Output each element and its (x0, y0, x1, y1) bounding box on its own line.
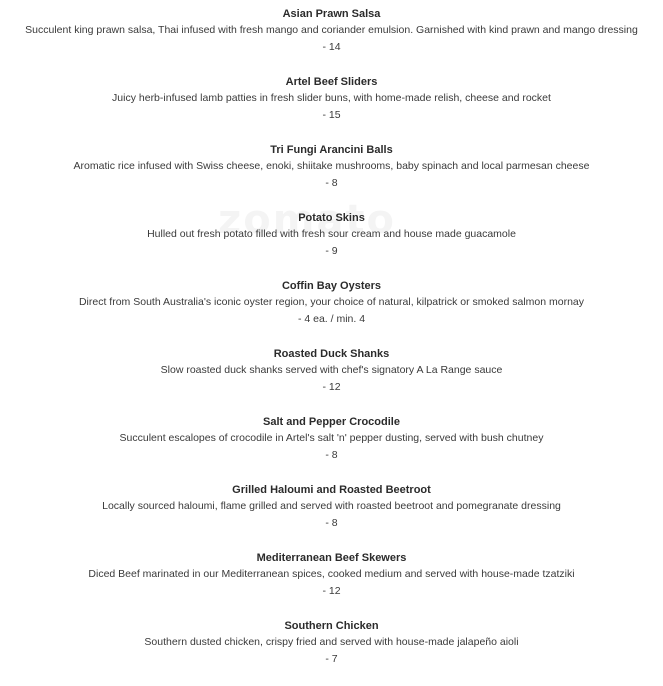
item-description: Succulent escalopes of crocodile in Artel's salt 'n' pepper dusting, served with bush chutney (119, 432, 544, 444)
item-description: Locally sourced haloumi, flame grilled and served with roasted beetroot and pomegranate dressing (102, 500, 561, 512)
item-description: Hulled out fresh potato filled with fresh sour cream and house made guacamole (147, 228, 516, 240)
item-price: - 8 (325, 517, 338, 529)
item-name: Asian Prawn Salsa (282, 8, 381, 20)
menu-item (0, 210, 663, 278)
item-name: Potato Skins (298, 212, 365, 224)
item-name: Roasted Duck Shanks (273, 348, 390, 360)
item-description: Direct from South Australia's iconic oyster region, your choice of natural, kilpatrick or smoked salmon mornay (78, 296, 585, 308)
item-price: - 15 (322, 109, 341, 121)
item-description: Southern dusted chicken, crispy fried and served with house-made jalapeño aioli (144, 636, 519, 648)
item-price: - 4 ea. / min. 4 (297, 313, 366, 325)
item-name: Mediterranean Beef Skewers (256, 552, 407, 564)
menu-list (0, 6, 663, 686)
item-price: - 9 (325, 245, 338, 257)
item-price: - 14 (322, 41, 341, 53)
item-name: Artel Beef Sliders (285, 76, 378, 88)
item-name: Grilled Haloumi and Roasted Beetroot (232, 484, 431, 496)
item-description: Diced Beef marinated in our Mediterranean spices, cooked medium and served with house-made tzatziki (88, 568, 575, 580)
menu-item (0, 346, 663, 414)
item-name: Tri Fungi Arancini Balls (270, 144, 393, 156)
item-description: Succulent king prawn salsa, Thai infused with fresh mango and coriander emulsion. Garnished with kind prawn and mango dressing (25, 24, 638, 36)
menu-item (0, 414, 663, 482)
menu-item (0, 6, 663, 74)
item-price: - 12 (322, 585, 341, 597)
item-price: - 7 (325, 653, 338, 665)
menu-item (0, 550, 663, 618)
item-name: Salt and Pepper Crocodile (263, 416, 400, 428)
menu-item (0, 278, 663, 346)
menu-item (0, 618, 663, 686)
menu-item (0, 482, 663, 550)
menu-item (0, 74, 663, 142)
item-description: Juicy herb-infused lamb patties in fresh slider buns, with home-made relish, cheese and rocket (112, 92, 551, 104)
item-price: - 8 (325, 449, 338, 461)
item-price: - 12 (322, 381, 341, 393)
item-description: Slow roasted duck shanks served with chef's signatory A La Range sauce (160, 364, 503, 376)
item-description: Aromatic rice infused with Swiss cheese, enoki, shiitake mushrooms, baby spinach and local parmesan cheese (73, 160, 590, 172)
item-name: Southern Chicken (284, 620, 379, 632)
menu-item (0, 142, 663, 210)
item-price: - 8 (325, 177, 338, 189)
item-name: Coffin Bay Oysters (281, 280, 382, 292)
